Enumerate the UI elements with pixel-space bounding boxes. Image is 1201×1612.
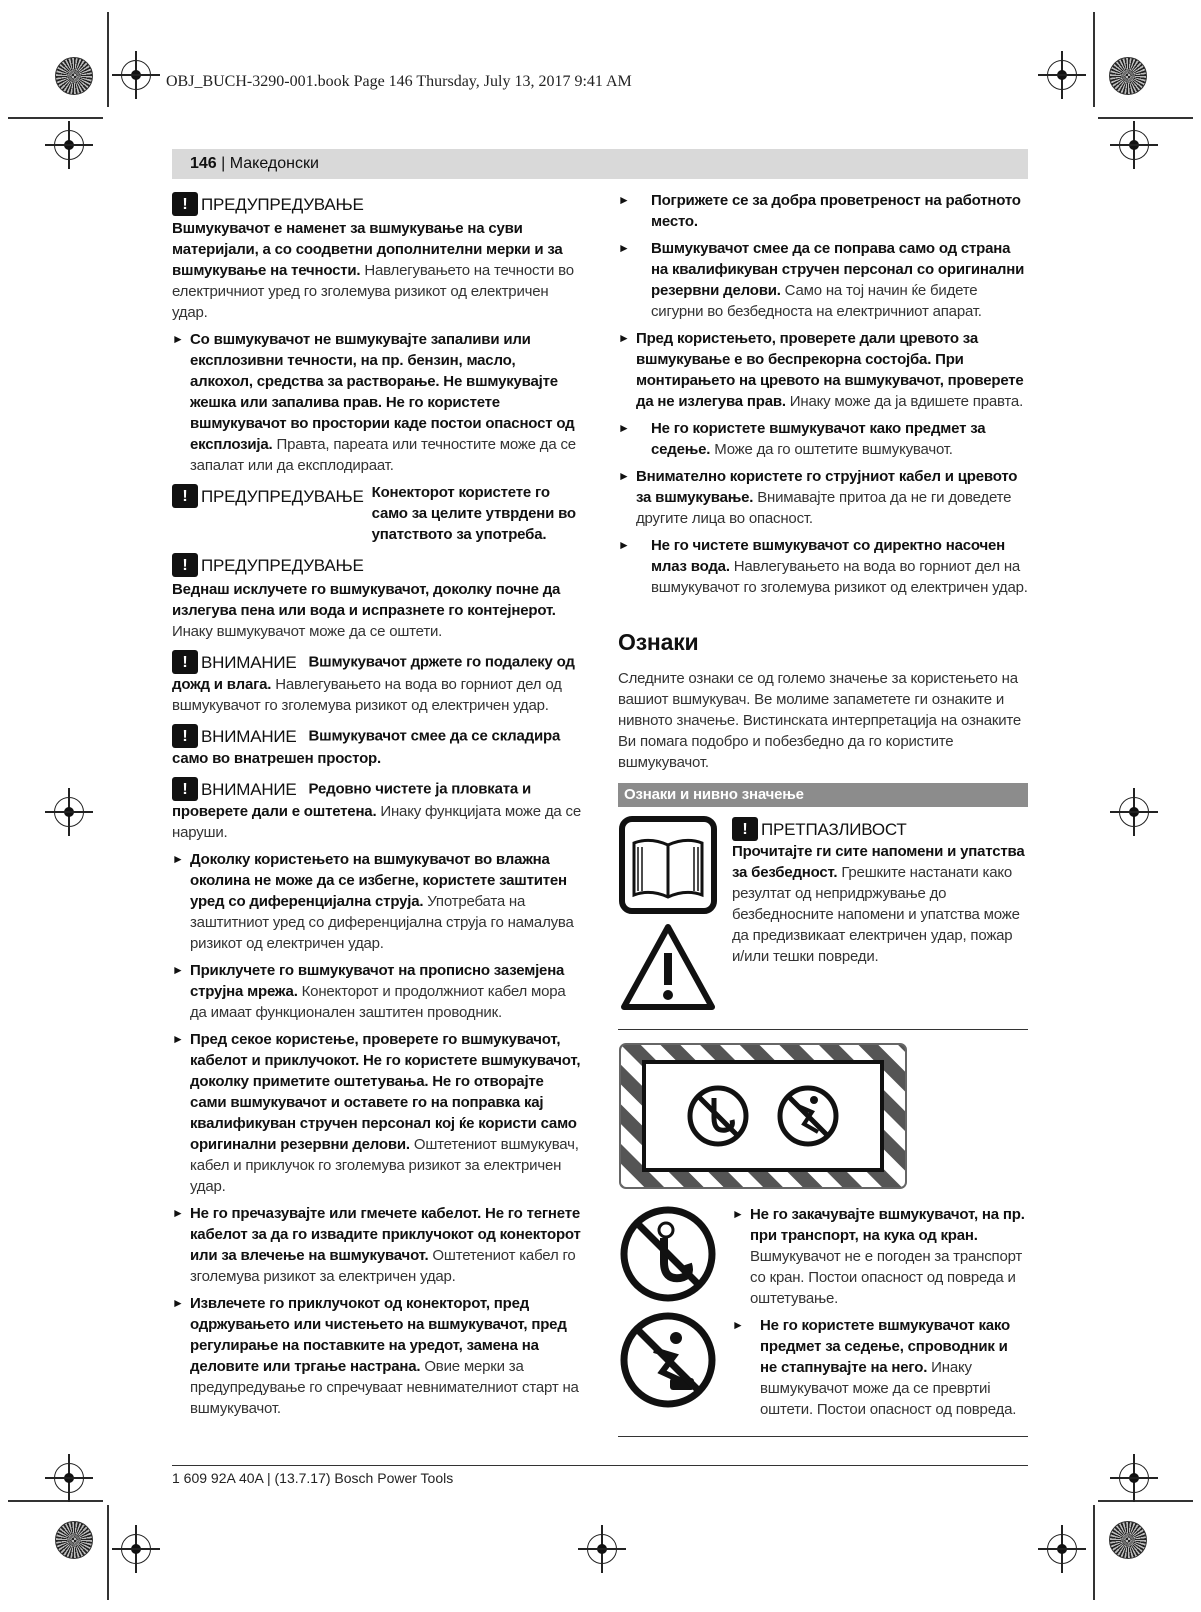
caution-text: Вшмукувачот држете го подалеку од дожд и влага. [172, 653, 575, 693]
registration-mark-icon [587, 1534, 617, 1564]
caution-badge: ВНИМАНИЕ [201, 652, 297, 672]
crop-line [1098, 1500, 1193, 1502]
registration-mark-icon [1119, 1463, 1149, 1493]
no-crane-hook-icon [690, 1088, 746, 1144]
caution-block [172, 722, 582, 769]
safety-bullet: ► Вшмукувачот смее да се поправа само од страна на квалификуван стручен персонал со оригинални резервни делови. Само на тој начин ќе бидете сигурни во безбедноста на електричниот апарат. [618, 238, 1028, 322]
caution-badge: ВНИМАНИЕ [201, 726, 297, 746]
warning-triangle-icon: ! [172, 777, 198, 801]
registration-mark-icon [1047, 1534, 1077, 1564]
page-footer: 1 609 92A 40A | (13.7.17) Bosch Power Tools [172, 1470, 454, 1486]
caution-badge: ПРЕТПАЗЛИВОСТ [761, 819, 907, 839]
caution-detail: Навлегувањето на вода во горниот дел од вшмукувачот го зголемува ризикот од електричен удар. [172, 676, 562, 714]
warning-detail: Инаку вшмукувачот може да се оштети. [172, 623, 443, 640]
warning-detail: Навлегувањето на течности во електричниот уред го зголемува ризикот од електричен удар. [172, 262, 574, 321]
warning-triangle-icon: ! [172, 192, 198, 216]
warning-triangle-icon: ! [732, 817, 758, 841]
safety-bullet: ► Со вшмукувачот не вшмукувајте запаливи или експлозивни течности, на пр. бензин, масло, алкохол, средства за растворање. Не вшмукувајте жешка или запалива прав. Не го користете вшмукувачот во простории каде постои опасност од експлозија. Правта, пареата или течностите може да се запалат или да експлодираат. [172, 329, 582, 476]
safety-bullet: ► Пред секое користење, проверете го вшмукувачот, кабелот и приклучокот. Не го користете вшмукувачот, доколку приметите оштетувања. Не го отворајте сами вшмукувачот и оставете го на поправка кај квалификуван стручен персонал кој ќе користи само оригинални резервни делови. Оштетениот вшмукувач, кабел и приклучок го зголемува ризикот за електричен удар. [172, 1029, 582, 1197]
warning-badge: ПРЕДУПРЕДУВАЊЕ [201, 486, 364, 506]
caution-text: Вшмукувачот смее да се складира само во внатрешен простор. [172, 727, 561, 767]
safety-bullet: ► Погрижете се за добра проветреност на работното место. [618, 190, 1028, 232]
safety-bullet: ► Не го закачувајте вшмукувачот, на пр. при транспорт, на кука од кран. Вшмукувачот не е погоден за транспорт со кран. Постои опасност од повреда и оштетување. [732, 1204, 1028, 1309]
registration-mark-icon [1119, 130, 1149, 160]
print-slug: OBJ_BUCH-3290-001.book Page 146 Thursday, July 13, 2017 9:41 AM [166, 73, 632, 90]
registration-mark-icon [54, 130, 84, 160]
right-column [618, 190, 1028, 1437]
symbol-row [618, 815, 1028, 1030]
safety-bullet: ► Доколку користењето на вшмукувачот во влажна околина не може да се избегне, користете заштитен уред со диференцијална струја. Употребата на заштитниот уред со диференцијална струја го намалува ризикот од електричен удар. [172, 849, 582, 954]
caution-detail: Инаку функцијата може да се наруши. [172, 803, 581, 841]
registration-mark-icon [54, 1463, 84, 1493]
warning-block [172, 190, 582, 323]
table-header: Ознаки и нивно значење [618, 783, 1028, 807]
registration-mark-icon [121, 1534, 151, 1564]
section-title: Ознаки [618, 629, 699, 655]
crop-line [107, 12, 109, 107]
safety-bullet: ► Извлечете го приклучокот од конекторот, пред одржувањето или чистењето на вшмукувачот, пред регулирање на поставките на уредот, замена на деловите или тргање настрана. Овие мерки за предупредување го спречуваат невнимателниот старт на вшмукувачот. [172, 1293, 582, 1419]
color-bar-icon [1109, 1521, 1147, 1559]
manual-book-icon [618, 815, 718, 915]
footer-rule [172, 1465, 1028, 1466]
no-sitting-icon [780, 1088, 836, 1144]
safety-bullet: ► Пред користењето, проверете дали цревото за вшмукување е во беспрекорна состојба. При монтирањето на цревото на вшмукувачот, проверете да не излегува прав. Инаку може да ја вдишете правта. [618, 328, 1028, 412]
caution-badge: ВНИМАНИЕ [201, 779, 297, 799]
caution-text: Редовно чистете ја пловката и проверете дали е оштетена. [172, 780, 532, 820]
safety-bullet: ► Не го пречазувајте или гмечете кабелот. Не го тегнете кабелот за да го извадите приклучокот од конекторот или за влечење на вшмукувачот. Оштетениот кабел го зголемува ризикот за електричен удар. [172, 1203, 582, 1287]
warning-triangle-icon: ! [172, 650, 198, 674]
registration-mark-icon [1047, 60, 1077, 90]
registration-mark-icon [54, 797, 84, 827]
label-plate [618, 1042, 1028, 1196]
no-crane-hook-icon [618, 1204, 718, 1304]
caution-block [172, 648, 582, 716]
device-label-icon [618, 1042, 908, 1190]
warning-block [172, 482, 582, 545]
color-bar-icon [1109, 57, 1147, 95]
left-column [172, 190, 582, 1425]
caution-block [172, 775, 582, 843]
registration-mark-icon [1119, 797, 1149, 827]
crop-line [1093, 12, 1095, 107]
crop-line [1093, 1505, 1095, 1600]
safety-bullet: ► Не го чистете вшмукувачот со директно насочен млаз вода. Навлегувањето на вода во горниот дел на вшмукувачот го зголемува ризикот од електричен удар. [618, 535, 1028, 598]
warning-badge: ПРЕДУПРЕДУВАЊЕ [201, 194, 364, 214]
no-sitting-icon [618, 1310, 718, 1410]
crop-line [8, 1500, 103, 1502]
warning-triangle-icon: ! [172, 484, 198, 508]
crop-line [107, 1505, 109, 1600]
warning-badge: ПРЕДУПРЕДУВАЊЕ [201, 555, 364, 575]
crop-line [1098, 117, 1193, 119]
safety-bullet: ► Приклучете го вшмукувачот на прописно заземјена струјна мрежа. Конекторот и продолжниот кабел мора да имаат функционален заштитен проводник. [172, 960, 582, 1023]
warning-block [172, 551, 582, 642]
warning-text: Вшмукувачот е наменет за вшмукување на суви материјали, а со соодветни дополнителни мерки и за вшмукување на течности. [172, 220, 563, 279]
page-number: 146 [190, 155, 217, 172]
page-header: 146 | Македонски [172, 149, 1028, 179]
section-intro: Следните ознаки се од големо значење за користењето на вашиот вшмукувач. Ве молиме запаметете ги ознаките и нивното значење. Вистинската интерпретација на ознаките Ви помага подобро и побезбедно да го користите вшмукувачот. [618, 670, 1022, 771]
symbol-detail: Грешките настанати како резултат од непридржување до безбедносните напомени и упатства може да предизвикаат електричен удар, пожар и/или тешки повреди. [732, 864, 1020, 965]
safety-bullet: ► Не го користете вшмукувачот како предмет за седење, спроводник и не стапнувајте на него. Инаку вшмукувачот може да се превртиi оштети. Постои опасност од повреда. [732, 1315, 1028, 1420]
warning-text: Веднаш исклучете го вшмукувачот, доколку почне да излегува пена или вода и испразнете го контејнерот. [172, 581, 561, 619]
color-bar-icon [55, 1521, 93, 1559]
safety-bullet: ► Не го користете вшмукувачот како предмет за седење. Може да го оштетите вшмукувачот. [618, 418, 1028, 460]
header-language: Македонски [229, 155, 319, 172]
warning-triangle-icon: ! [172, 553, 198, 577]
safety-bullet: ► Внимателно користете го струјниот кабел и цревото за вшмукување. Внимавајте притоа да не ги доведете другите лица во опасност. [618, 466, 1028, 529]
color-bar-icon [55, 57, 93, 95]
warning-triangle-icon: ! [172, 724, 198, 748]
crop-line [8, 117, 103, 119]
registration-mark-icon [121, 60, 151, 90]
symbol-row [618, 1204, 1028, 1437]
warning-triangle-icon [618, 921, 718, 1013]
warning-text: Конекторот користете го само за целите утврдени во упатството за употреба. [371, 484, 576, 543]
symbol-meaning: Прочитајте ги сите напомени и упатства за безбедност. [732, 843, 1025, 881]
